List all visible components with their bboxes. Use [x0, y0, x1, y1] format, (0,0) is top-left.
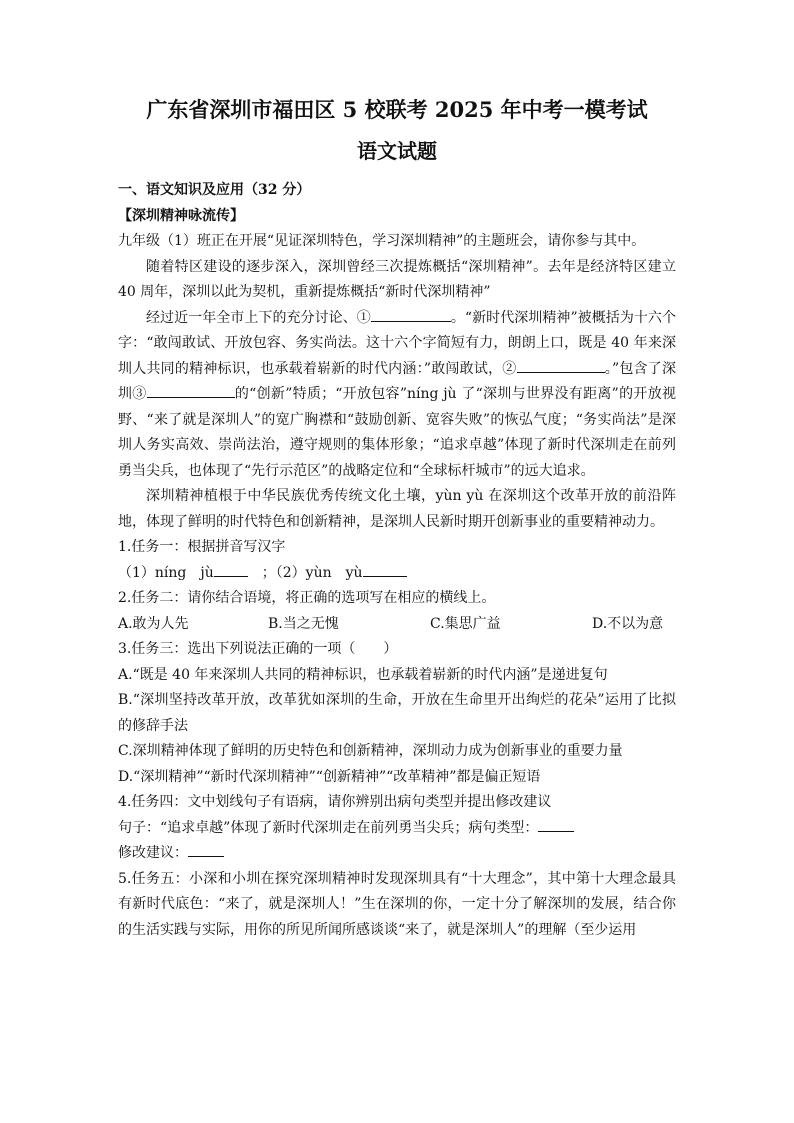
q3-option-a[interactable]: A.“既是 40 年来深圳人共同的精神标识，也承载着崭新的时代内涵”是递进复句: [118, 666, 608, 683]
q1-item-1: （1）níng jù: [118, 564, 214, 581]
question-4: 4.任务四：文中划线句子有语病，请你辨别出病句类型并提出修改建议: [118, 794, 552, 810]
q1-blank-2[interactable]: [363, 562, 407, 577]
q4-suggest-text: 修改建议：: [118, 845, 188, 861]
q2-option-c[interactable]: C.集思广益: [430, 615, 501, 632]
exam-title: 广东省深圳市福田区 5 校联考 2025 年中考一模考试: [146, 97, 648, 122]
q2-option-d[interactable]: D.不以为意: [592, 615, 664, 632]
blank-3[interactable]: [147, 383, 235, 398]
section-heading: 一、语文知识及应用（32 分）: [118, 182, 311, 198]
p2-part-c: 。”包含了深圳③: [118, 360, 676, 402]
question-1: 1.任务一：根据拼音写汉字: [118, 539, 286, 555]
blank-2[interactable]: [517, 358, 605, 373]
q4-sentence-text: 句子：“追求卓越”体现了新时代深圳走在前列勇当尖兵；病句类型：: [118, 819, 539, 836]
question-5: 5.任务五：小深和小圳在探究深圳精神时发现深圳具有“十大理念”，其中第十大理念最具有新时代底色：“来了，就是深圳人！”生在深圳的你，一定十分了解深圳的发展，结合你的生活实践与实际，用你的所见所闻所感谈谈“来了，就是深圳人”的理解（至少运用: [118, 870, 676, 938]
p2-part-b: 。“新时代深圳精神”被概括为十六个字：“敢闯敢试、开放包容、务实尚法。这十六个字简短有力，朗朗上口，既是 40 年来深圳人共同的精神标识，也承载着崭新的时代内涵：”敢闯敢试，②: [118, 309, 676, 377]
question-4-suggest: [118, 841, 676, 867]
q3-option-c[interactable]: C.深圳精神体现了鲜明的历史特色和创新精神，深圳动力成为创新事业的重要力量: [118, 743, 623, 759]
q2-option-a[interactable]: A.敢为人先: [118, 615, 189, 632]
question-2: 2.任务二：请你结合语境，将正确的选项写在相应的横线上。: [118, 590, 496, 606]
question-1-items: [118, 561, 676, 587]
intro-text: 九年级（1）班正在开展“见证深圳特色，学习深圳精神”的主题班会，请你参与其中。: [118, 233, 646, 249]
exam-subtitle: 语文试题: [357, 139, 437, 163]
topic-heading: 【深圳精神咏流传】: [118, 207, 244, 224]
p2-part-d: 的“创新”特质；“开放包容”níng jù 了“深圳与世界没有距离”的开放视野、“来了就是深圳人”的宽广胸襟和“鼓励创新、宽容失败”的恢弘气度；“务实尚法”是深圳人务实高效、崇尚法治，遵守规则的集体形象；“追求卓越”体现了新时代深圳走在前列勇当尖兵，也体现了“先行示范区”的战略定位和“全球标杆城市”的远大追求。: [118, 386, 676, 479]
p2-part-a: 经过近一年全市上下的充分讨论、①: [146, 309, 371, 326]
question-2-options: [118, 612, 676, 638]
q1-blank-1[interactable]: [214, 562, 248, 577]
q1-item-2: ；（2）yùn yù: [261, 564, 363, 581]
q4-suggest-blank[interactable]: [188, 842, 224, 857]
q3-option-b[interactable]: B.“深圳坚持改革开放，改革犹如深圳的生命，开放在生命里开出绚烂的花朵”运用了比拟的修辞手法: [118, 692, 676, 734]
q2-option-b[interactable]: B.当之无愧: [268, 615, 339, 632]
question-4-sentence: [118, 816, 676, 842]
passage-paragraph-2: [118, 306, 676, 485]
q4-type-blank[interactable]: [538, 817, 574, 832]
blank-1[interactable]: [371, 307, 451, 322]
question-3: 3.任务三：选出下列说法正确的一项（ ）: [118, 641, 398, 657]
passage-paragraph-1: 随着特区建设的逐步深入，深圳曾经三次提炼概括“深圳精神”。去年是经济特区建立 40 周年，深圳以此为契机，重新提炼概括“新时代深圳精神”: [118, 258, 676, 300]
q3-option-d[interactable]: D.“深圳精神”“新时代深圳精神”“创新精神”“改革精神”都是偏正短语: [118, 768, 541, 785]
passage-paragraph-3: 深圳精神植根于中华民族优秀传统文化土壤，yùn yù 在深圳这个改革开放的前沿阵地，体现了鲜明的时代特色和创新精神，是深圳人民新时期开创新事业的重要精神动力。: [118, 488, 676, 530]
